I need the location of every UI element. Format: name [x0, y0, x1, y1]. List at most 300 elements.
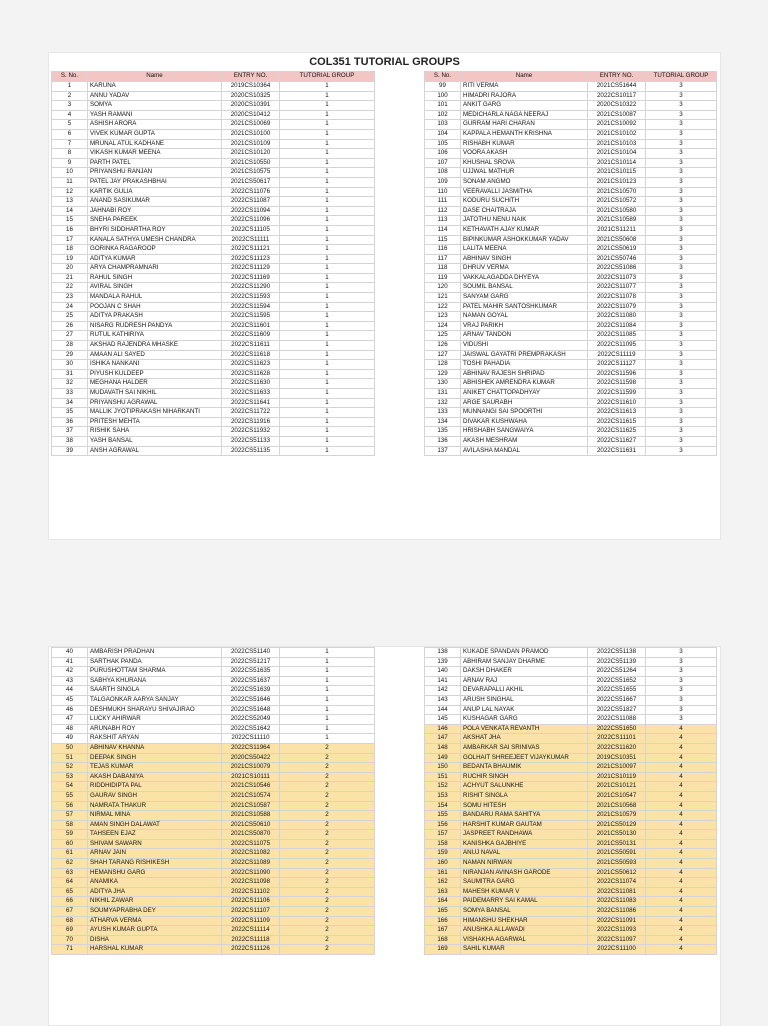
table-left-page-2 — [51, 647, 375, 955]
tutorial-group-cell: 3 — [646, 273, 717, 283]
entry-no-cell: 2022CS11107 — [222, 907, 280, 917]
name-cell: SANYAM GARG — [461, 293, 588, 303]
table-row — [52, 849, 375, 859]
name-cell: ABHINAV RAJESH SHRIPAD — [461, 369, 588, 379]
name-cell: HRISHABH SANGWAIYA — [461, 427, 588, 437]
entry-no-cell: 2022CS11073 — [588, 273, 646, 283]
entry-no-cell: 2022CS11091 — [588, 916, 646, 926]
name-cell: TAHSEEN EJAZ — [88, 830, 222, 840]
table-row — [52, 302, 375, 312]
tutorial-group-cell: 4 — [646, 897, 717, 907]
entry-no-cell: 2022CS51264 — [588, 667, 646, 677]
tutorial-group-cell: 3 — [646, 91, 717, 101]
table-row — [425, 763, 717, 773]
name-cell: ANAND SASIKUMAR — [88, 197, 222, 207]
entry-no-cell: 2022CS11121 — [222, 245, 280, 255]
table-row — [425, 657, 717, 667]
tutorial-group-cell: 1 — [280, 158, 375, 168]
serial-cell: 25 — [52, 312, 88, 322]
table-row — [425, 868, 717, 878]
serial-cell: 23 — [52, 293, 88, 303]
entry-no-cell: 2019CS10364 — [222, 82, 280, 92]
table-row — [52, 273, 375, 283]
serial-cell: 48 — [52, 724, 88, 734]
table-row — [425, 235, 717, 245]
table-row — [52, 859, 375, 869]
tutorial-group-cell: 3 — [646, 139, 717, 149]
entry-no-cell: 2022CS51135 — [222, 446, 280, 456]
serial-cell: 35 — [52, 408, 88, 418]
table-row — [52, 398, 375, 408]
table-row — [425, 139, 717, 149]
serial-cell: 62 — [52, 859, 88, 869]
name-cell: ARNAV TANDON — [461, 331, 588, 341]
tutorial-group-cell: 1 — [280, 245, 375, 255]
entry-no-cell: 2022CS10117 — [588, 91, 646, 101]
serial-cell: 160 — [425, 859, 461, 869]
entry-no-cell: 2021CS10588 — [222, 811, 280, 821]
name-cell: TALGAONKAR AARYA SANJAY — [88, 695, 222, 705]
table-row — [425, 168, 717, 178]
name-cell: SOUMIL BANSAL — [461, 283, 588, 293]
name-cell: TEJAS KUMAR — [88, 763, 222, 773]
entry-no-cell: 2021CS50608 — [588, 235, 646, 245]
serial-cell: 6 — [52, 129, 88, 139]
table-left-page-1 — [51, 71, 375, 456]
tutorial-group-cell: 3 — [646, 695, 717, 705]
entry-no-cell: 2021CS10115 — [588, 168, 646, 178]
entry-no-cell: 2021CS10120 — [222, 149, 280, 159]
serial-cell: 28 — [52, 341, 88, 351]
tutorial-group-cell: 1 — [280, 206, 375, 216]
entry-no-cell: 2022CS11110 — [222, 734, 280, 744]
tutorial-group-cell: 3 — [646, 206, 717, 216]
serial-cell: 102 — [425, 110, 461, 120]
table-row — [425, 820, 717, 830]
table-row — [52, 360, 375, 370]
serial-cell: 164 — [425, 897, 461, 907]
tutorial-group-cell: 1 — [280, 724, 375, 734]
entry-no-cell: 2022CS11077 — [588, 283, 646, 293]
entry-no-cell: 2021CS10097 — [588, 763, 646, 773]
serial-cell: 149 — [425, 753, 461, 763]
name-cell: VIKASH KUMAR MEENA — [88, 149, 222, 159]
tutorial-group-cell: 1 — [280, 705, 375, 715]
entry-no-cell: 2022CS11111 — [222, 235, 280, 245]
table-row — [425, 753, 717, 763]
serial-cell: 117 — [425, 254, 461, 264]
table-row — [52, 791, 375, 801]
entry-no-cell: 2022CS11610 — [588, 398, 646, 408]
name-cell: AVIRAL SINGH — [88, 283, 222, 293]
entry-no-cell: 2022CS11595 — [222, 312, 280, 322]
tutorial-group-cell: 3 — [646, 235, 717, 245]
entry-no-cell: 2021CS51644 — [588, 82, 646, 92]
table-row — [52, 887, 375, 897]
table-row — [52, 139, 375, 149]
name-cell: ANUSHKA ALLAWADI — [461, 926, 588, 936]
name-cell: SAUMITRA GARG — [461, 878, 588, 888]
tutorial-group-cell: 1 — [280, 187, 375, 197]
entry-no-cell: 2022CS11087 — [222, 197, 280, 207]
table-row — [52, 734, 375, 744]
name-cell: AMBARKAR SAI SRINIVAS — [461, 743, 588, 753]
tutorial-group-cell: 1 — [280, 302, 375, 312]
tutorial-group-cell: 3 — [646, 158, 717, 168]
tutorial-group-cell: 1 — [280, 254, 375, 264]
serial-cell: 64 — [52, 878, 88, 888]
entry-no-cell: 2021CS10079 — [222, 763, 280, 773]
name-cell: KARUNA — [88, 82, 222, 92]
table-row — [52, 676, 375, 686]
name-cell: SONAM ANGMO — [461, 177, 588, 187]
name-cell: KANALA SATHYA UMESH CHANDRA — [88, 235, 222, 245]
serial-cell: 113 — [425, 216, 461, 226]
tutorial-group-cell: 1 — [280, 436, 375, 446]
tutorial-group-cell: 4 — [646, 868, 717, 878]
serial-cell: 54 — [52, 782, 88, 792]
name-cell: KUKADE SPANDAN PRAMOD — [461, 648, 588, 658]
serial-cell: 59 — [52, 830, 88, 840]
entry-no-cell: 2022CS51217 — [222, 657, 280, 667]
name-cell: VAKKALAGADDA DHYEYA — [461, 273, 588, 283]
serial-cell: 118 — [425, 264, 461, 274]
tutorial-group-cell: 3 — [646, 408, 717, 418]
table-row — [425, 705, 717, 715]
serial-cell: 47 — [52, 715, 88, 725]
name-cell: AKSHAT JHA — [461, 734, 588, 744]
tutorial-group-cell: 2 — [280, 830, 375, 840]
name-cell: KUSHAGAR GARG — [461, 715, 588, 725]
serial-cell: 156 — [425, 820, 461, 830]
table-row — [52, 206, 375, 216]
tutorial-group-cell: 4 — [646, 782, 717, 792]
tutorial-group-cell: 3 — [646, 369, 717, 379]
serial-cell: 123 — [425, 312, 461, 322]
tutorial-group-cell: 1 — [280, 129, 375, 139]
entry-no-cell: 2020CS10391 — [222, 101, 280, 111]
serial-cell: 33 — [52, 389, 88, 399]
tutorial-group-cell: 4 — [646, 849, 717, 859]
table-row — [425, 686, 717, 696]
tutorial-group-cell: 1 — [280, 91, 375, 101]
serial-cell: 136 — [425, 436, 461, 446]
entry-no-cell: 2021CS10568 — [588, 801, 646, 811]
table-row — [425, 283, 717, 293]
entry-no-cell: 2021CS50617 — [222, 177, 280, 187]
table-row — [52, 379, 375, 389]
table-row — [425, 341, 717, 351]
serial-cell: 145 — [425, 715, 461, 725]
name-cell: VISHAKHA AGARWAL — [461, 935, 588, 945]
table-row — [425, 878, 717, 888]
name-cell: MAHESH KUMAR V — [461, 887, 588, 897]
name-cell: SOMYA BANSAL — [461, 907, 588, 917]
name-cell: SHIVAM SAWARN — [88, 839, 222, 849]
entry-no-cell: 2022CS11106 — [222, 897, 280, 907]
entry-no-cell: 2021CS50746 — [588, 254, 646, 264]
tutorial-group-cell: 3 — [646, 417, 717, 427]
entry-no-cell: 2021CS10087 — [588, 110, 646, 120]
name-cell: ANIKET CHATTOPADHYAY — [461, 389, 588, 399]
name-cell: PRIYANSHU RANJAN — [88, 168, 222, 178]
name-cell: ANAMIKA — [88, 878, 222, 888]
entry-no-cell: 2022CS11074 — [588, 878, 646, 888]
serial-cell: 24 — [52, 302, 88, 312]
tutorial-group-cell: 2 — [280, 945, 375, 955]
entry-no-cell: 2021CS10570 — [588, 187, 646, 197]
entry-no-cell: 2022CS11100 — [588, 945, 646, 955]
table-row — [52, 149, 375, 159]
tutorial-group-cell: 3 — [646, 283, 717, 293]
table-row — [52, 667, 375, 677]
name-cell: JAISWAL GAYATRI PREMPRAKASH — [461, 350, 588, 360]
page-title: COL351 TUTORIAL GROUPS — [309, 56, 460, 68]
name-cell: RUTUL KATHIRIYA — [88, 331, 222, 341]
entry-no-cell: 2022CS11080 — [588, 312, 646, 322]
name-cell: SABHYA KHURANA — [88, 676, 222, 686]
name-cell: MUNNANGI SAI SPOORTHI — [461, 408, 588, 418]
entry-no-cell: 2022CS11916 — [222, 417, 280, 427]
serial-cell: 42 — [52, 667, 88, 677]
tutorial-group-cell: 1 — [280, 417, 375, 427]
name-cell: YASH RAMANI — [88, 110, 222, 120]
entry-no-cell: 2022CS11076 — [222, 187, 280, 197]
name-cell: BHYRI SIDDHARTHA ROY — [88, 225, 222, 235]
tutorial-group-cell: 4 — [646, 753, 717, 763]
table-row — [52, 177, 375, 187]
name-cell: KARTIK GULIA — [88, 187, 222, 197]
entry-no-cell: 2022CS51639 — [222, 686, 280, 696]
serial-cell: 165 — [425, 907, 461, 917]
entry-no-cell: 2022CS11089 — [222, 859, 280, 869]
tutorial-group-cell: 4 — [646, 935, 717, 945]
tutorial-group-cell: 1 — [280, 149, 375, 159]
tutorial-group-cell: 2 — [280, 907, 375, 917]
table-row — [425, 830, 717, 840]
table-row — [425, 129, 717, 139]
tutorial-group-cell: 4 — [646, 801, 717, 811]
table-row — [52, 724, 375, 734]
name-cell: ANKIT GARG — [461, 101, 588, 111]
name-cell: AYUSH KUMAR GUPTA — [88, 926, 222, 936]
table-row — [425, 91, 717, 101]
name-cell: ADITYA JHA — [88, 887, 222, 897]
name-cell: VOORA AKASH — [461, 149, 588, 159]
name-cell: NAMAN GOYAL — [461, 312, 588, 322]
tutorial-group-cell: 4 — [646, 820, 717, 830]
serial-cell: 111 — [425, 197, 461, 207]
table-row — [425, 801, 717, 811]
serial-cell: 71 — [52, 945, 88, 955]
serial-cell: 44 — [52, 686, 88, 696]
table-row — [52, 811, 375, 821]
tutorial-group-cell: 1 — [280, 321, 375, 331]
serial-cell: 61 — [52, 849, 88, 859]
table-row — [52, 110, 375, 120]
serial-cell: 109 — [425, 177, 461, 187]
tutorial-group-cell: 3 — [646, 427, 717, 437]
table-row — [425, 887, 717, 897]
name-cell: SAHIL KUMAR — [461, 945, 588, 955]
name-cell: PAIDEMARRY SAI KAMAL — [461, 897, 588, 907]
serial-cell: 41 — [52, 657, 88, 667]
table-row — [425, 648, 717, 658]
table-row — [52, 945, 375, 955]
serial-cell: 139 — [425, 657, 461, 667]
entry-no-cell: 2021CS10100 — [222, 129, 280, 139]
name-cell: AMBARISH PRADHAN — [88, 648, 222, 658]
entry-no-cell: 2022CS11082 — [222, 849, 280, 859]
tutorial-group-cell: 3 — [646, 676, 717, 686]
sheet-page-2 — [48, 646, 721, 1026]
name-cell: MRUNAL ATUL KADHANE — [88, 139, 222, 149]
tutorial-group-cell: 4 — [646, 839, 717, 849]
serial-cell: 101 — [425, 101, 461, 111]
table-row — [425, 225, 717, 235]
entry-no-cell: 2021CS10111 — [222, 772, 280, 782]
serial-cell: 151 — [425, 772, 461, 782]
entry-no-cell: 2021CS10104 — [588, 149, 646, 159]
table-row — [425, 446, 717, 456]
name-cell: ADITYA KUMAR — [88, 254, 222, 264]
serial-cell: 99 — [425, 82, 461, 92]
table-row — [52, 868, 375, 878]
table-row — [52, 341, 375, 351]
entry-no-cell: 2022CS11079 — [588, 302, 646, 312]
name-cell: HIMADRI RAJORA — [461, 91, 588, 101]
entry-no-cell: 2021CS10103 — [588, 139, 646, 149]
table-right-page-1 — [424, 71, 717, 456]
table-row — [425, 907, 717, 917]
serial-cell: 22 — [52, 283, 88, 293]
entry-no-cell: 2022CS11613 — [588, 408, 646, 418]
tutorial-group-cell: 1 — [280, 312, 375, 322]
table-row — [52, 321, 375, 331]
table-row — [52, 926, 375, 936]
serial-cell: 152 — [425, 782, 461, 792]
table-row — [425, 897, 717, 907]
table-row — [52, 705, 375, 715]
tutorial-group-cell: 2 — [280, 839, 375, 849]
entry-no-cell: 2022CS11627 — [588, 436, 646, 446]
tutorial-group-cell: 1 — [280, 686, 375, 696]
name-cell: ARUNABH ROY — [88, 724, 222, 734]
name-cell: ISHIKA NANKANI — [88, 360, 222, 370]
table-row — [52, 763, 375, 773]
table-row — [425, 187, 717, 197]
tutorial-group-cell: 2 — [280, 935, 375, 945]
name-cell: LUCKY AHIRWAR — [88, 715, 222, 725]
serial-cell: 69 — [52, 926, 88, 936]
tutorial-group-cell: 4 — [646, 830, 717, 840]
entry-no-cell: 2022CS11105 — [222, 225, 280, 235]
serial-cell: 60 — [52, 839, 88, 849]
tutorial-group-cell: 1 — [280, 667, 375, 677]
serial-cell: 134 — [425, 417, 461, 427]
entry-no-cell: 2022CS11094 — [222, 206, 280, 216]
table-row — [52, 120, 375, 130]
name-cell: GORINKA RAGAROOP — [88, 245, 222, 255]
table-row — [52, 369, 375, 379]
tutorial-group-cell: 1 — [280, 695, 375, 705]
tutorial-group-cell: 3 — [646, 657, 717, 667]
tutorial-group-cell: 4 — [646, 916, 717, 926]
tutorial-group-cell: 2 — [280, 897, 375, 907]
table-row — [52, 331, 375, 341]
name-cell: DISHA — [88, 935, 222, 945]
serial-cell: 120 — [425, 283, 461, 293]
name-cell: ARYA CHAMPRAMNARI — [88, 264, 222, 274]
serial-cell: 100 — [425, 91, 461, 101]
tutorial-group-cell: 3 — [646, 312, 717, 322]
entry-no-cell: 2022CS11114 — [222, 926, 280, 936]
name-cell: ANUJ NAVAL — [461, 849, 588, 859]
name-cell: DESHMUKH SHARAYU SHIVAJIRAO — [88, 705, 222, 715]
serial-cell: 16 — [52, 225, 88, 235]
entry-no-cell: 2022CS51648 — [222, 705, 280, 715]
entry-no-cell: 2021CS10550 — [222, 158, 280, 168]
serial-cell: 11 — [52, 177, 88, 187]
serial-cell: 29 — [52, 350, 88, 360]
name-cell: HARSHIT KUMAR GAUTAM — [461, 820, 588, 830]
name-cell: MEDICHARLA NAGA NEERAJ — [461, 110, 588, 120]
name-cell: NISARG RUDRESH PANDYA — [88, 321, 222, 331]
serial-cell: 7 — [52, 139, 88, 149]
entry-no-cell: 2022CS11090 — [222, 868, 280, 878]
entry-no-cell: 2021CS50591 — [588, 849, 646, 859]
tutorial-group-cell: 3 — [646, 446, 717, 456]
entry-no-cell: 2022CS11097 — [588, 935, 646, 945]
table-row — [425, 408, 717, 418]
name-cell: AMAAN ALI SAYED — [88, 350, 222, 360]
serial-cell: 169 — [425, 945, 461, 955]
serial-cell: 57 — [52, 811, 88, 821]
entry-no-cell: 2022CS11127 — [588, 360, 646, 370]
serial-cell: 138 — [425, 648, 461, 658]
serial-cell: 116 — [425, 245, 461, 255]
entry-no-cell: 2021CS10069 — [222, 120, 280, 130]
serial-cell: 2 — [52, 91, 88, 101]
table-row — [425, 293, 717, 303]
table-row — [425, 360, 717, 370]
tutorial-group-cell: 3 — [646, 197, 717, 207]
entry-no-cell: 2021CS50593 — [588, 859, 646, 869]
serial-cell: 129 — [425, 369, 461, 379]
name-cell: RAKSHIT ARYAN — [88, 734, 222, 744]
table-row — [425, 398, 717, 408]
entry-no-cell: 2022CS11083 — [588, 897, 646, 907]
serial-cell: 128 — [425, 360, 461, 370]
tutorial-group-cell: 2 — [280, 811, 375, 821]
table-row — [425, 110, 717, 120]
tutorial-group-cell: 4 — [646, 734, 717, 744]
table-row — [425, 734, 717, 744]
table-row — [425, 245, 717, 255]
entry-no-cell: 2022CS11081 — [588, 887, 646, 897]
name-cell: GOLHAIT SHREEJEET VIJAYKUMAR — [461, 753, 588, 763]
entry-no-cell: 2022CS11631 — [588, 446, 646, 456]
serial-cell: 65 — [52, 887, 88, 897]
name-cell: DEEPAK SINGH — [88, 753, 222, 763]
serial-cell: 112 — [425, 206, 461, 216]
tutorial-group-cell: 3 — [646, 379, 717, 389]
name-cell: NAMRATA THAKUR — [88, 801, 222, 811]
entry-no-cell: 2021CS10119 — [588, 772, 646, 782]
table-row — [52, 897, 375, 907]
name-cell: ADITYA PRAKASH — [88, 312, 222, 322]
table-row — [425, 772, 717, 782]
